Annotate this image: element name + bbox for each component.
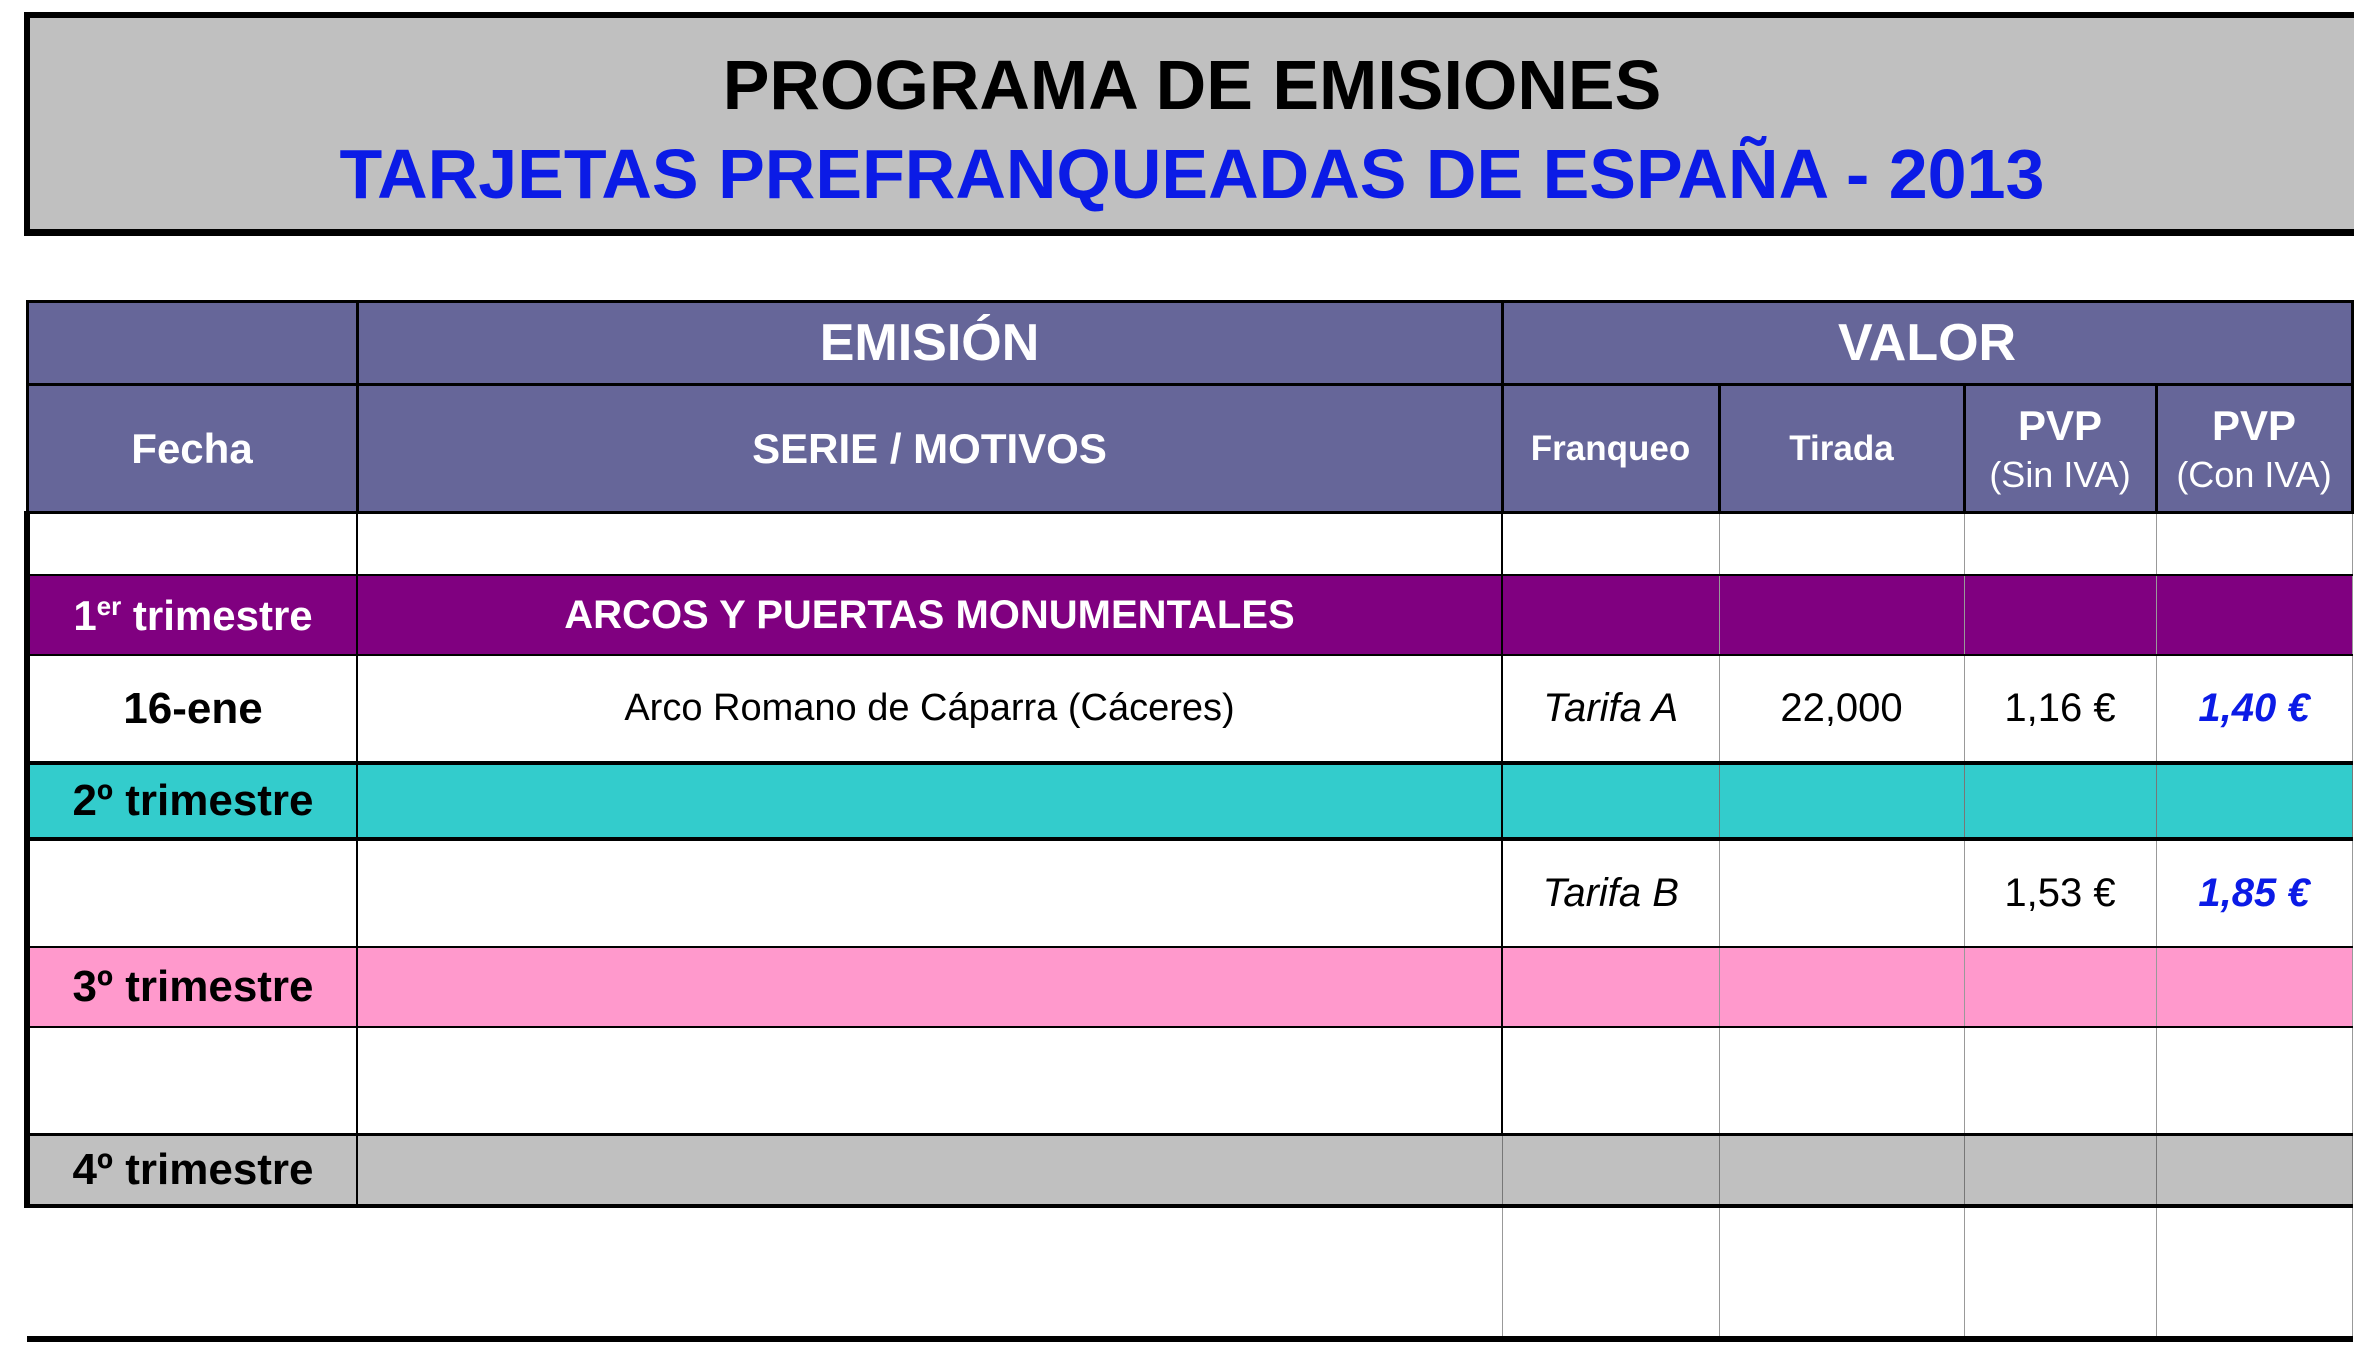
header-row-columns: [27, 385, 2352, 513]
franqueo-value: Tarifa B: [1502, 839, 1719, 947]
table-cell: [1964, 947, 2156, 1027]
header-pvp-label: PVP: [2211, 401, 2297, 449]
pvp-con-iva-value: 1,85 €: [2156, 839, 2352, 947]
table-cell: [1964, 1027, 2156, 1135]
quarter-number: 1: [73, 591, 97, 639]
header-empty-cell: [27, 302, 357, 385]
header-tirada: Tirada: [1719, 385, 1964, 513]
table-cell: [1502, 1135, 1719, 1207]
table-cell: [1964, 1206, 2156, 1339]
table-cell: [357, 513, 1502, 576]
header-franqueo: Franqueo: [1502, 385, 1719, 513]
title-banner: [24, 12, 2354, 236]
emissions-table: [24, 300, 2354, 1342]
table-cell: [1502, 947, 1719, 1027]
tirada-value: 22,000: [1719, 655, 1964, 763]
table-cell: [27, 513, 357, 576]
issue-date: [27, 839, 357, 947]
table-cell: [357, 1135, 1502, 1207]
table-cell: [1719, 1206, 1964, 1339]
table-cell: [1964, 575, 2156, 655]
table-cell: [1719, 513, 1964, 576]
table-cell: [1964, 513, 2156, 576]
quarter-label-3: 3º trimestre: [27, 947, 357, 1027]
quarter-row-1: [27, 575, 2352, 655]
quarter-word: trimestre: [121, 591, 313, 639]
table-cell: [1719, 575, 1964, 655]
issue-motif: Arco Romano de Cáparra (Cáceres): [357, 655, 1502, 763]
table-cell: [1719, 763, 1964, 839]
header-valor: VALOR: [1502, 302, 2352, 385]
table-cell: [2156, 1027, 2352, 1135]
header-pvp-sin-iva: [1964, 385, 2156, 513]
table-cell: [1502, 1206, 1719, 1339]
table-cell: [1719, 1135, 1964, 1207]
tirada-value: [1719, 839, 1964, 947]
table-cell: [357, 1206, 1502, 1339]
table-cell: [2156, 513, 2352, 576]
header-serie: SERIE / MOTIVOS: [357, 385, 1502, 513]
pvp-sin-iva-value: 1,16 €: [1964, 655, 2156, 763]
table-cell: [1964, 763, 2156, 839]
series-name: ARCOS Y PUERTAS MONUMENTALES: [357, 575, 1502, 655]
quarter-row-3: [27, 947, 2352, 1027]
header-fecha: Fecha: [27, 385, 357, 513]
table-cell: [1502, 1027, 1719, 1135]
issue-motif: [357, 839, 1502, 947]
quarter-label-2: 2º trimestre: [27, 763, 357, 839]
table-row: [27, 655, 2352, 763]
table-cell: [357, 947, 1502, 1027]
page-title: PROGRAMA DE EMISIONES: [722, 46, 1662, 124]
table-cell: [1719, 947, 1964, 1027]
table-cell: [1502, 513, 1719, 576]
table-cell: [2156, 1206, 2352, 1339]
table-cell: [1964, 1135, 2156, 1207]
spacer-row: [27, 513, 2352, 576]
table-cell: [1502, 575, 1719, 655]
pvp-con-iva-value: 1,40 €: [2156, 655, 2352, 763]
issue-date: 16-ene: [27, 655, 357, 763]
quarter-row-4: [27, 1135, 2352, 1207]
quarter-superscript: er: [96, 590, 122, 621]
table-cell: [2156, 575, 2352, 655]
quarter-row-2: [27, 763, 2352, 839]
table-cell: [2156, 763, 2352, 839]
quarter-label-1: [27, 575, 357, 655]
table-cell: [2156, 947, 2352, 1027]
table-cell: [27, 1206, 357, 1339]
table-row: [27, 839, 2352, 947]
page-subtitle: TARJETAS PREFRANQUEADAS DE ESPAÑA - 2013: [339, 135, 2045, 213]
header-pvp-label: PVP: [2017, 401, 2103, 449]
table-cell: [1719, 1027, 1964, 1135]
table-row: [27, 1206, 2352, 1339]
table-cell: [1502, 763, 1719, 839]
header-sin-iva-label: (Sin IVA): [1989, 453, 2131, 495]
header-con-iva-label: (Con IVA): [2176, 453, 2332, 495]
header-pvp-con-iva: [2156, 385, 2352, 513]
table-cell: [27, 1027, 357, 1135]
table-row: [27, 1027, 2352, 1135]
table-cell: [357, 763, 1502, 839]
pvp-sin-iva-value: 1,53 €: [1964, 839, 2156, 947]
quarter-label-4: 4º trimestre: [27, 1135, 357, 1207]
table-cell: [2156, 1135, 2352, 1207]
header-emision: EMISIÓN: [357, 302, 1502, 385]
header-row-groups: [27, 302, 2352, 385]
table-cell: [357, 1027, 1502, 1135]
franqueo-value: Tarifa A: [1502, 655, 1719, 763]
